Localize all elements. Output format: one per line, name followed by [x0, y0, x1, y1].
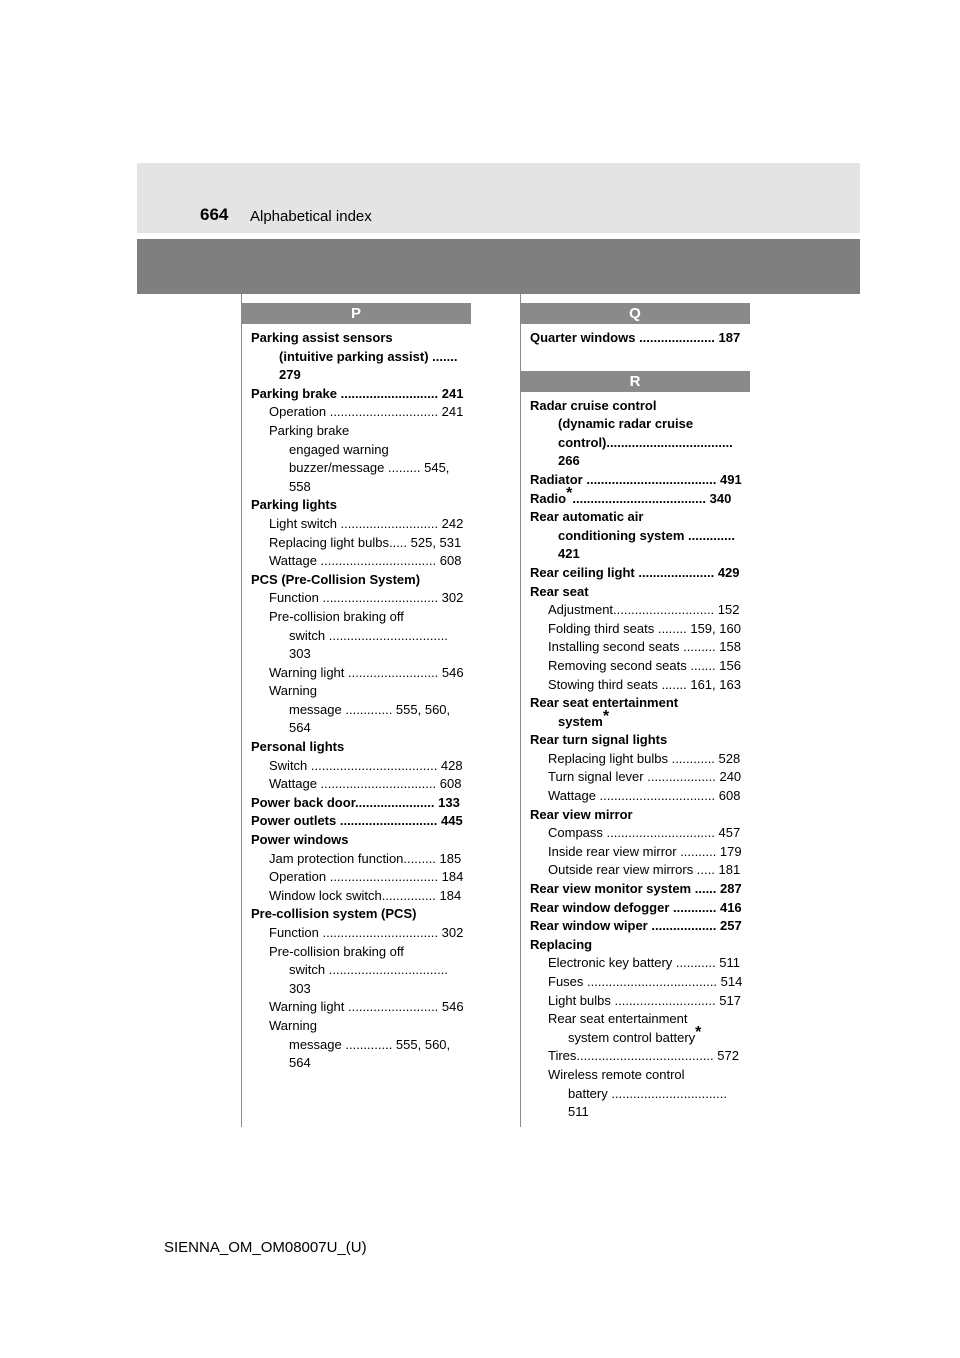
index-entry-text: Wattage ................................ 608	[548, 788, 741, 804]
index-entry	[241, 348, 471, 385]
index-entry	[241, 441, 471, 460]
index-entry	[520, 917, 750, 936]
index-entry-text: Personal lights	[251, 739, 345, 755]
index-entry-text: Parking brake ........................... 241	[251, 385, 464, 401]
index-column-left	[241, 303, 471, 1073]
index-entry-text: Rear seat entertainment	[548, 1011, 688, 1027]
index-entry-text: Function ................................ 302	[269, 925, 464, 940]
index-entry-text: Rear seat entertainment	[530, 695, 679, 711]
index-entry	[241, 812, 471, 831]
index-entry	[520, 707, 750, 732]
index-entry	[520, 329, 750, 348]
index-entry-list	[520, 329, 750, 348]
index-entry-text: buzzer/message ......... 545, 558	[289, 460, 450, 494]
index-entry	[241, 961, 471, 998]
index-entry	[520, 1010, 750, 1029]
index-entry	[520, 657, 750, 676]
index-entry	[241, 403, 471, 422]
index-entry	[520, 415, 750, 434]
index-entry	[241, 459, 471, 496]
index-entry	[241, 496, 471, 515]
index-entry	[520, 936, 750, 955]
index-entry	[520, 880, 750, 899]
index-entry-text: Warning light ......................... 546	[269, 999, 464, 1015]
index-entry-text: Window lock switch............... 184	[269, 887, 462, 903]
index-entry-text: Rear window wiper .................. 257	[530, 918, 742, 934]
index-entry	[241, 738, 471, 757]
index-entry-text: engaged warning	[289, 441, 389, 457]
index-entry-text: Wattage ................................ 608	[269, 553, 462, 569]
index-entry-text: system	[558, 713, 603, 729]
index-entry-text: PCS (Pre-Collision System)	[251, 571, 421, 587]
index-entry-text: battery ................................ 511	[568, 1085, 727, 1120]
index-entry-text: Radiator .................................... 491	[530, 471, 742, 487]
index-entry	[520, 750, 750, 769]
index-entry-text: Parking lights	[251, 497, 337, 513]
index-entry	[241, 794, 471, 813]
index-entry	[241, 998, 471, 1017]
index-entry	[241, 757, 471, 776]
index-entry-text: Radio	[530, 490, 567, 506]
index-entry-text: Replacing light bulbs..... 525, 531	[269, 534, 462, 550]
index-entry	[241, 552, 471, 571]
index-entry-text: Turn signal lever ................... 240	[548, 769, 742, 785]
index-entry	[520, 731, 750, 750]
index-entry-text: Rear view monitor system ...... 287	[530, 881, 742, 897]
index-entry-text: Power back door...................... 133	[251, 794, 460, 810]
index-entry	[520, 992, 750, 1011]
index-entry-text: Rear automatic air	[530, 509, 644, 525]
index-entry	[520, 564, 750, 583]
index-entry-text: Installing second seats ......... 158	[548, 639, 741, 655]
index-entry	[520, 638, 750, 657]
index-entry-text: Rear ceiling light ..................... 429	[530, 564, 740, 580]
section-band	[137, 239, 860, 294]
index-entry	[241, 831, 471, 850]
index-entry-text: system control battery	[568, 1029, 696, 1045]
index-entry	[520, 1066, 750, 1085]
index-entry	[520, 1085, 750, 1122]
document-footer: SIENNA_OM_OM08007U_(U)	[164, 1239, 367, 1256]
index-entry	[241, 868, 471, 887]
index-entry-text: Switch ................................... 428	[269, 757, 463, 773]
index-entry	[241, 627, 471, 664]
index-entry-text: Folding third seats ........ 159, 160	[548, 620, 741, 636]
index-entry-text: message ............. 555, 560, 564	[289, 701, 451, 736]
section-gap	[520, 348, 750, 371]
asterisk-icon: *	[566, 484, 573, 502]
index-entry	[241, 589, 471, 608]
index-column-right	[520, 303, 750, 1122]
index-entry-text: Light switch ........................... 242	[269, 515, 464, 531]
index-entry	[241, 422, 471, 441]
index-entry-list	[520, 397, 750, 1122]
index-entry-text: Function ................................ 302	[269, 590, 464, 606]
index-entry-text: Operation .............................. 241	[269, 404, 464, 420]
index-entry	[241, 534, 471, 553]
index-entry-list	[241, 329, 471, 1073]
index-entry	[520, 583, 750, 602]
index-entry	[520, 397, 750, 416]
index-entry-text: Operation .............................. 184	[269, 869, 464, 885]
index-entry-text: Rear view mirror	[530, 806, 633, 822]
index-entry	[241, 701, 471, 738]
index-entry-text: Rear seat	[530, 583, 589, 599]
index-entry-text: Replacing light bulbs ............ 528	[548, 750, 741, 766]
index-entry	[520, 861, 750, 880]
index-entry	[520, 434, 750, 471]
index-entry	[241, 385, 471, 404]
index-entry-text: Warning light ......................... 546	[269, 664, 464, 680]
index-entry-text: Rear turn signal lights	[530, 732, 668, 748]
index-entry	[520, 768, 750, 787]
asterisk-icon: *	[602, 707, 610, 725]
index-entry-text: Wireless remote control	[548, 1066, 685, 1082]
index-entry-text: Warning	[269, 683, 317, 699]
index-entry-text: Rear window defogger ............ 416	[530, 899, 742, 915]
index-entry-text: Fuses .................................... 514	[548, 974, 743, 989]
index-entry	[241, 664, 471, 683]
index-entry	[241, 682, 471, 701]
index-entry-text: Outside rear view mirrors ..... 181	[548, 862, 741, 878]
index-entry-text: Replacing	[530, 936, 593, 952]
index-entry	[241, 887, 471, 906]
index-entry	[241, 515, 471, 534]
page-number: 664	[200, 205, 229, 224]
index-entry	[520, 954, 750, 973]
index-entry	[520, 676, 750, 695]
index-entry-text: Tires...................................... 572	[548, 1048, 739, 1064]
index-entry-text: Electronic key battery ........... 511	[548, 955, 740, 971]
index-entry	[241, 850, 471, 869]
index-entry-text: Parking brake	[269, 422, 350, 438]
index-entry	[520, 620, 750, 639]
index-entry-text: Warning	[269, 1017, 317, 1033]
index-entry-text: Pre-collision system (PCS)	[251, 906, 417, 922]
index-entry-page: ..................................... 340	[572, 490, 732, 506]
index-entry-text: Pre-collision braking off	[269, 943, 404, 959]
index-entry-text: Removing second seats ....... 156	[548, 657, 741, 673]
index-entry	[520, 824, 750, 843]
index-entry	[241, 775, 471, 794]
letter-heading-p: P	[241, 303, 471, 324]
index-entry	[520, 973, 750, 992]
index-entry-text: Quarter windows ..................... 187	[530, 330, 741, 345]
index-entry-text: Wattage ................................ 608	[269, 776, 462, 792]
index-entry	[520, 527, 750, 564]
index-entry	[520, 471, 750, 490]
index-entry	[520, 694, 750, 713]
index-entry-text: Pre-collision braking off	[269, 608, 404, 624]
index-entry	[520, 787, 750, 806]
index-entry-text: Compass .............................. 457	[548, 825, 741, 841]
index-entry-text: Parking assist sensors	[251, 330, 393, 345]
index-entry-text: Inside rear view mirror .......... 179	[548, 843, 742, 859]
index-entry-text: conditioning system ............. 421	[558, 527, 735, 562]
index-entry-text: message ............. 555, 560, 564	[289, 1036, 451, 1071]
index-entry	[241, 924, 471, 943]
index-entry	[520, 601, 750, 620]
index-entry	[241, 1017, 471, 1036]
index-entry	[241, 905, 471, 924]
index-entry-text: control)................................... 266	[558, 434, 733, 469]
index-entry	[520, 484, 750, 509]
index-entry	[241, 329, 471, 348]
index-entry-text: (intuitive parking assist) ....... 279	[279, 348, 458, 383]
index-entry-text: Jam protection function......... 185	[269, 850, 462, 866]
index-entry	[241, 943, 471, 962]
index-entry-text: switch ................................. 303	[289, 962, 448, 996]
asterisk-icon: *	[695, 1023, 702, 1041]
index-entry	[241, 608, 471, 627]
index-entry	[520, 508, 750, 527]
index-entry	[241, 571, 471, 590]
index-entry-text: Light bulbs ............................ 517	[548, 992, 741, 1008]
index-entry-text: Radar cruise control	[530, 397, 657, 413]
index-entry	[241, 1036, 471, 1073]
page-title: Alphabetical index	[250, 208, 372, 225]
index-entry-text: switch ................................. 303	[289, 627, 448, 662]
header-band	[137, 163, 860, 233]
index-entry	[520, 1023, 750, 1048]
index-entry-text: Power windows	[251, 832, 349, 848]
letter-heading-r: R	[520, 371, 750, 392]
index-entry	[520, 843, 750, 862]
index-entry-text: Adjustment............................ 152	[548, 602, 740, 618]
index-entry	[520, 899, 750, 918]
index-entry-text: Stowing third seats ....... 161, 163	[548, 676, 741, 692]
index-entry-text: Power outlets ........................... 445	[251, 813, 463, 829]
index-entry-text: (dynamic radar cruise	[558, 416, 694, 432]
index-entry	[520, 1047, 750, 1066]
letter-heading-q: Q	[520, 303, 750, 324]
index-entry	[520, 806, 750, 825]
